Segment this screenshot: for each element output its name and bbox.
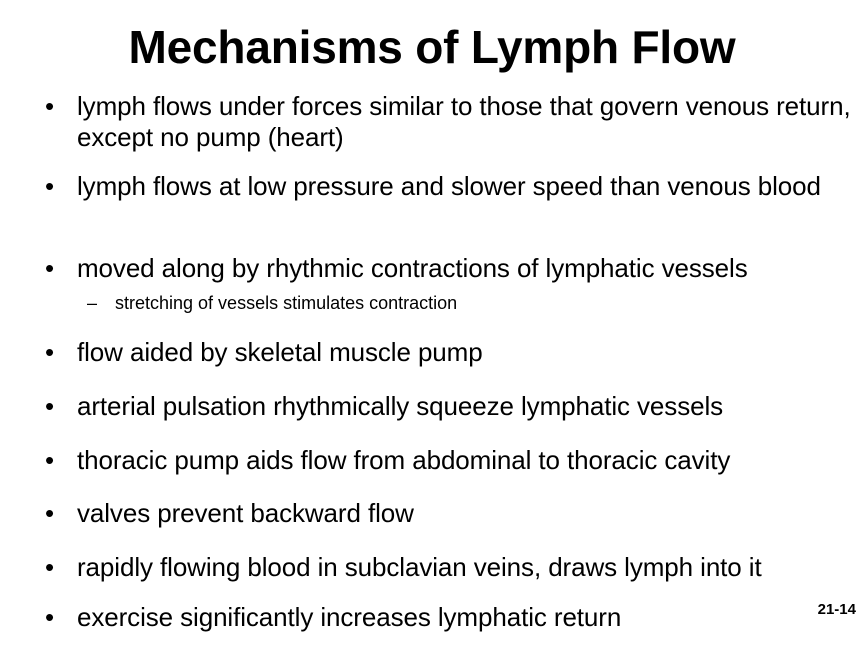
sub-bullet-text: stretching of vessels stimulates contraction bbox=[115, 293, 458, 313]
bullet-marker: • bbox=[45, 552, 55, 582]
bullet-text: arterial pulsation rhythmically squeeze lymphatic vessels bbox=[77, 391, 724, 421]
bullet-marker: • bbox=[45, 91, 55, 121]
bullet-marker: • bbox=[45, 391, 55, 421]
bullet-marker: • bbox=[45, 337, 55, 367]
bullet-text: valves prevent backward flow bbox=[77, 498, 414, 528]
bullet-text: lymph flows under forces similar to those that govern venous return, except no pump (heart) bbox=[77, 91, 851, 152]
bullet-text: thoracic pump aids flow from abdominal to thoracic cavity bbox=[77, 445, 731, 475]
bullet-marker: • bbox=[45, 602, 55, 632]
bullet-text: lymph flows at low pressure and slower speed than venous blood bbox=[77, 171, 821, 201]
bullet-text: moved along by rhythmic contractions of lymphatic vessels bbox=[77, 253, 748, 283]
bullet-marker: • bbox=[45, 253, 55, 283]
bullet-text: rapidly flowing blood in subclavian veins, draws lymph into it bbox=[77, 552, 762, 582]
bullet-text: flow aided by skeletal muscle pump bbox=[77, 337, 483, 367]
sub-bullet-marker: – bbox=[87, 293, 98, 313]
bullet-text: exercise significantly increases lymphatic return bbox=[77, 602, 622, 632]
bullet-marker: • bbox=[45, 445, 55, 475]
slide-number: 21-14 bbox=[817, 601, 856, 618]
slide-title: Mechanisms of Lymph Flow bbox=[128, 21, 736, 73]
bullet-marker: • bbox=[45, 171, 55, 201]
bullet-marker: • bbox=[45, 498, 55, 528]
